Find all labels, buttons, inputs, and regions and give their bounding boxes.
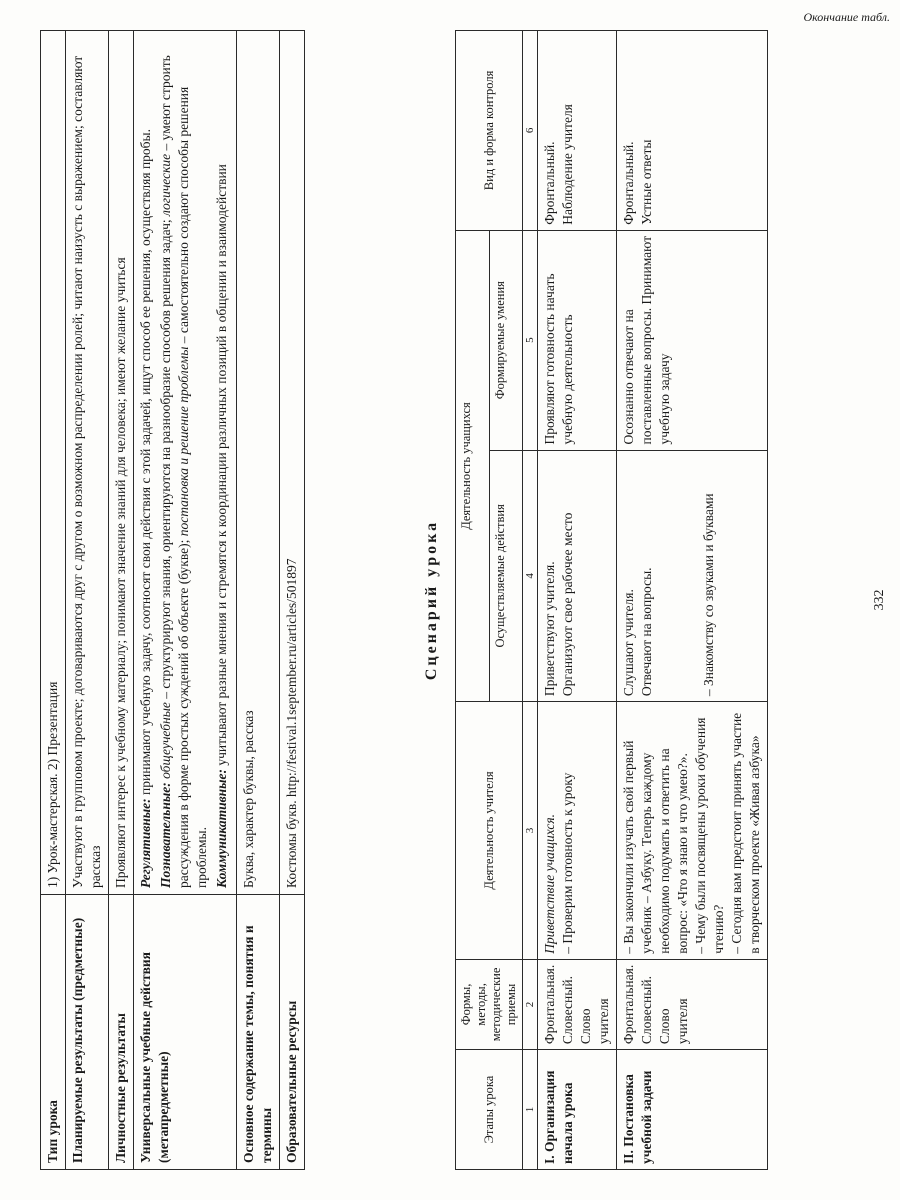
forms-cell [538, 959, 617, 1049]
info-value: Проявляют интерес к учебному материалу; понимают значение знаний для человека; имеют желание учиться [109, 31, 134, 895]
teacher-cell [617, 702, 768, 960]
communicative-para [213, 37, 231, 888]
header-teacher: Деятельность учителя [456, 702, 523, 960]
communicative-title: Коммуникативные: [214, 768, 229, 888]
teacher-cell [538, 702, 617, 960]
header-stages: Этапы урока [456, 1050, 523, 1170]
info-row-type [41, 31, 66, 1170]
communicative-text: учитывают разные мнения и стремятся к координации различных позиций в общении и взаимодействии [214, 164, 229, 766]
info-label: Планируемые результаты (предметные) [66, 895, 109, 1170]
scenario-title: Сценарий урока [423, 519, 440, 681]
actions-line: Слушают учителя. [621, 589, 636, 697]
control-cell [538, 31, 617, 231]
info-value: Буква, характер буквы, рассказ [237, 31, 280, 895]
regulative-text: принимают учебную задачу, соотносят свои действия с этой задачей, ищут способ ее решения, осуществляя пробы. [138, 129, 153, 795]
header-actions: Осуществляемые действия [489, 450, 523, 702]
info-value: Костюмы букв. http://festival.1september.ru/articles/501897 [280, 31, 305, 895]
info-label: Образовательные ресурсы [280, 895, 305, 1170]
header-control: Вид и форма контроля [456, 31, 523, 231]
cognitive-logic-label: логические [158, 153, 173, 216]
cognitive-problem-label: постановка и решение проблемы [176, 346, 191, 537]
control-line: Фронтальный. [621, 141, 636, 225]
cognitive-problem-text: – самостоятельно создают способы решения проблемы. [176, 86, 209, 888]
scenario-table [455, 30, 768, 1170]
teacher-line: – Проверим готовность к уроку [560, 772, 575, 954]
page-number: 332 [872, 589, 887, 611]
cognitive-title: Познавательные: [158, 782, 173, 888]
column-number: 3 [523, 702, 538, 960]
forms-line: Словесный. [560, 976, 575, 1045]
column-number: 1 [523, 1050, 538, 1170]
forms-line: Фронтальная. [542, 964, 557, 1045]
column-number: 6 [523, 31, 538, 231]
regulative-title: Регулятивные: [138, 798, 153, 888]
scenario-header-row [456, 31, 490, 1170]
cognitive-para [157, 37, 211, 888]
teacher-line: – Сегодня вам предстоит принять участие в творческом проекте «Живая азбука» [729, 712, 762, 954]
header-skills: Формируемые умения [489, 230, 523, 450]
info-row-uud [134, 31, 237, 1170]
skills-cell: Осознанно отвечают на поставленные вопросы. Принимают учебную задачу [617, 230, 768, 450]
forms-line: Слово учителя [657, 998, 690, 1045]
forms-cell [617, 959, 768, 1049]
info-row-planned [66, 31, 109, 1170]
forms-line: Словесный. [639, 976, 654, 1045]
info-row-personal [109, 31, 134, 1170]
info-label: Основное содержание темы, понятия и термины [237, 895, 280, 1170]
header-forms: Формы, методы, методические приемы [456, 959, 523, 1049]
table-row [617, 31, 768, 1170]
info-label: Тип урока [41, 895, 66, 1170]
control-line: Наблюдение учителя [560, 104, 575, 225]
info-row-content [237, 31, 280, 1170]
regulative-para [137, 37, 155, 888]
control-line: Устные ответы [639, 139, 654, 225]
cognitive-logic-text: – умеют строить рассуждения в форме простых суждений об объекте (букве); [158, 55, 191, 888]
info-label: Личностные результаты [109, 895, 134, 1170]
teacher-line: – Вы закончили изучать свой первый учебник – Азбуку. Теперь каждому необходимо подумать и ответить на вопрос: «Что я знаю и что умею?». [621, 740, 690, 954]
forms-line: Слово учителя [578, 998, 611, 1045]
table-row [538, 31, 617, 1170]
cognitive-general-text: – структурируют знания, ориентируются на разнообразие способов решения задач; [158, 219, 173, 699]
cognitive-general-label: общеучебные [158, 702, 173, 779]
lesson-info-table [40, 30, 305, 1170]
info-label: Универсальные учебные действия (метапредметные) [134, 895, 237, 1170]
actions-cell [538, 450, 617, 702]
actions-line: – Знакомству со звуками и буквами [701, 493, 716, 697]
column-number: 4 [523, 450, 538, 702]
teacher-title: Приветствие учащихся. [542, 813, 557, 954]
running-header: Окончание табл. [803, 10, 890, 24]
actions-line: Приветствуют учителя. [542, 561, 557, 697]
control-line: Фронтальный. [542, 141, 557, 225]
actions-line: Отвечают на вопросы. [639, 567, 654, 697]
info-value: Участвуют в групповом проекте; договариваются друг с другом о возможном распределении ролей; читают наизусть с выражением; составляют рассказ [66, 31, 109, 895]
control-cell [617, 31, 768, 231]
column-number: 5 [523, 230, 538, 450]
teacher-line: – Чему были посвящены уроки обучения чтению? [693, 717, 726, 954]
forms-line: Фронтальная. [621, 964, 636, 1045]
stage-cell: I. Организация начала урока [538, 1050, 617, 1170]
actions-line: Организуют свое рабочее место [560, 512, 575, 697]
info-value: 1) Урок-мастерская. 2) Презентация [41, 31, 66, 895]
header-students: Деятельность учащихся [456, 230, 490, 701]
column-number: 2 [523, 959, 538, 1049]
stage-cell: II. Постановка учебной задачи [617, 1050, 768, 1170]
info-row-resources [280, 31, 305, 1170]
column-numbers-row [523, 31, 538, 1170]
skills-cell: Проявляют готовность начать учебную деятельность [538, 230, 617, 450]
info-value-uud [134, 31, 237, 895]
actions-cell [617, 450, 768, 702]
